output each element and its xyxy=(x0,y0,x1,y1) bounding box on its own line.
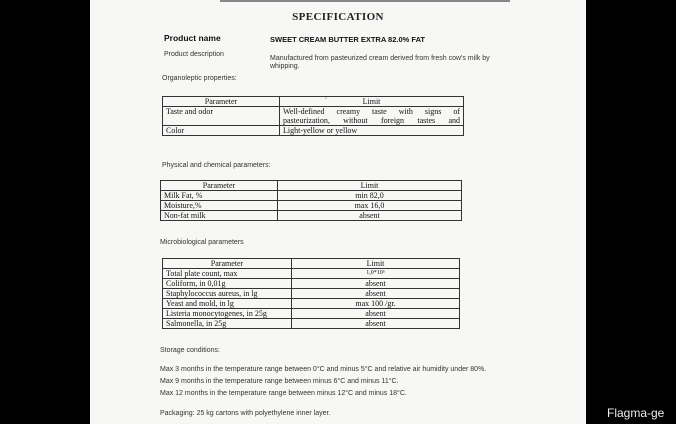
header-parameter: Parameter xyxy=(163,259,292,269)
storage-heading: Storage conditions: xyxy=(160,347,220,354)
limit-cell: absent xyxy=(292,289,460,299)
organoleptic-table xyxy=(162,96,464,136)
table-row xyxy=(163,279,460,289)
storage-line-3: Max 12 months in the temperature range between minus 12°C and minus 18°C. xyxy=(160,390,407,397)
page-title: SPECIFICATION xyxy=(292,11,384,23)
table-row xyxy=(163,269,460,279)
watermark: Flagma-ge xyxy=(607,406,665,420)
table-header-row xyxy=(163,97,464,107)
limit-cell: absent xyxy=(278,211,462,221)
storage-line-1: Max 3 months in the temperature range between 0°C and minus 5°C and relative air humidity under 80%. xyxy=(160,366,487,373)
limit-cell: absent xyxy=(292,279,460,289)
physical-table xyxy=(160,180,462,221)
limit-cell: min 82,0 xyxy=(278,191,462,201)
limit-cell: max 100 /gr. xyxy=(292,299,460,309)
table-row xyxy=(163,319,460,329)
document-page xyxy=(90,0,586,424)
top-rule xyxy=(220,0,510,2)
header-limit: Limit xyxy=(292,259,460,269)
param-cell: Yeast and mold, in lg xyxy=(163,299,292,309)
param-cell: Total plate count, max xyxy=(163,269,292,279)
product-description-label: Product description xyxy=(164,51,224,58)
table-row xyxy=(161,191,462,201)
param-cell: Staphylococcus aureus, in lg xyxy=(163,289,292,299)
product-name-label: Product name xyxy=(164,33,221,43)
organoleptic-heading: Organoleptic properties: xyxy=(162,75,237,82)
limit-cell: Light-yellow or yellow xyxy=(280,126,464,136)
limit-cell: Well-defined creamy taste with signs of pasteurization, without foreign tastes and xyxy=(280,107,464,126)
table-header-row xyxy=(163,259,460,269)
micro-heading: Microbiological parameters xyxy=(160,239,244,246)
param-cell: Taste and odor xyxy=(163,107,280,126)
param-cell: Color xyxy=(163,126,280,136)
table-row xyxy=(161,211,462,221)
packaging-text: Packaging: 25 kg cartons with polyethylene inner layer. xyxy=(160,410,331,417)
product-description-line-2: whipping. xyxy=(270,63,300,70)
header-limit: · Limit xyxy=(280,97,464,107)
storage-line-2: Max 9 months in the temperature range between minus 6°C and minus 11°C. xyxy=(160,378,399,385)
table-row xyxy=(163,289,460,299)
physical-heading: Physical and chemical parameters: xyxy=(162,162,271,169)
param-cell: Salmonella, in 25g xyxy=(163,319,292,329)
header-limit: Limit xyxy=(278,181,462,191)
param-cell: Moisture,% xyxy=(161,201,278,211)
table-row xyxy=(163,126,464,136)
header-parameter: Parameter xyxy=(163,97,280,107)
micro-table xyxy=(162,258,460,329)
table-header-row xyxy=(161,181,462,191)
table-row xyxy=(161,201,462,211)
table-row xyxy=(163,107,464,126)
param-cell: Listeria monocytogenes, in 25g xyxy=(163,309,292,319)
header-mark: · xyxy=(324,94,328,103)
param-cell: Milk Fat, % xyxy=(161,191,278,201)
param-cell: Non-fat milk xyxy=(161,211,278,221)
limit-cell: 1,0*10⁵ xyxy=(292,269,460,279)
product-description-line-1: Manufactured from pasteurized cream derived from fresh cow's milk by xyxy=(270,55,490,62)
limit-cell: max 16,0 xyxy=(278,201,462,211)
limit-cell: absent xyxy=(292,309,460,319)
table-row xyxy=(163,309,460,319)
product-name: SWEET CREAM BUTTER EXTRA 82.0% FAT xyxy=(270,35,426,44)
limit-cell: absent xyxy=(292,319,460,329)
header-parameter: Parameter xyxy=(161,181,278,191)
param-cell: Coliform, in 0,01g xyxy=(163,279,292,289)
table-row xyxy=(163,299,460,309)
